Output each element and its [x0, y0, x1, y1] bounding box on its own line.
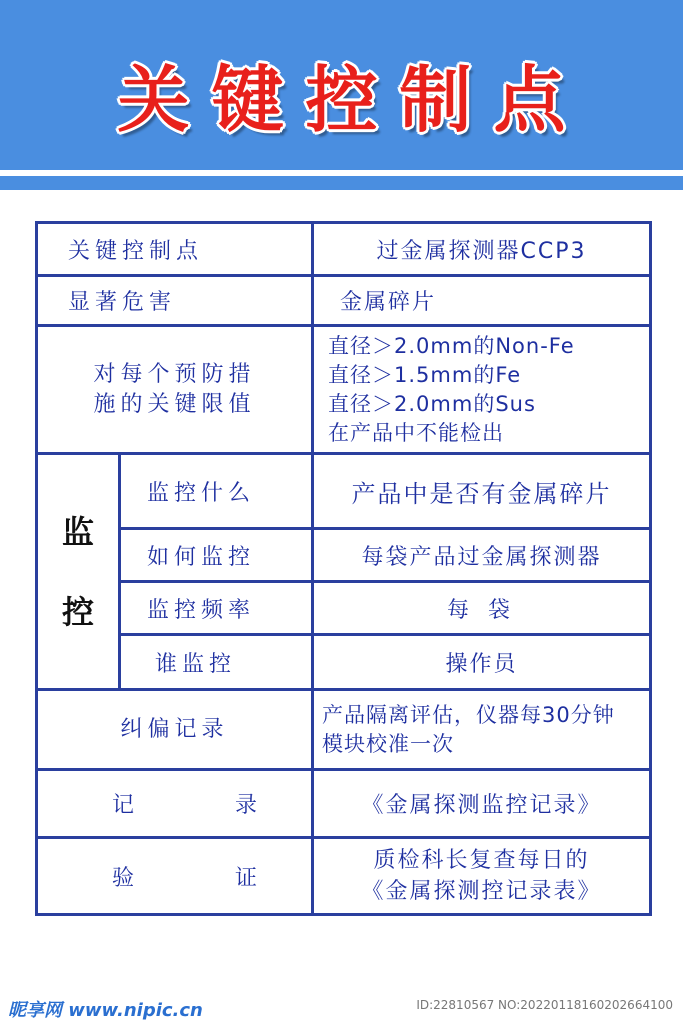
critical-limit-line: 直径＞2.0mm的Non-Fe [328, 333, 575, 358]
watermark-id: ID:22810567 NO:20220118160202664100 [416, 998, 673, 1012]
monitor-group-char: 控 [61, 592, 94, 631]
table-row [37, 454, 651, 529]
verify-line: 质检科长复查每日的 [373, 848, 590, 873]
monitor-who-label: 谁监控 [120, 635, 313, 690]
ccp-table [35, 221, 649, 913]
monitor-who-value: 操作员 [313, 635, 651, 690]
hazard-label: 显著危害 [37, 276, 313, 326]
ccp-label: 关键控制点 [37, 223, 313, 276]
table-row [37, 838, 651, 915]
table-row [37, 635, 651, 690]
table-row [37, 690, 651, 770]
table-row [37, 770, 651, 838]
verify-value [313, 838, 651, 915]
critical-limit-label [37, 326, 313, 454]
critical-limit-line: 直径＞2.0mm的Sus [328, 391, 536, 416]
critical-limit-line: 直径＞1.5mm的Fe [328, 362, 522, 387]
hazard-value: 金属碎片 [313, 276, 651, 326]
monitor-how-value: 每袋产品过金属探测器 [313, 529, 651, 582]
table-row [37, 223, 651, 276]
critical-limit-value [313, 326, 651, 454]
monitor-how-label: 如何监控 [120, 529, 313, 582]
record-label [37, 770, 313, 838]
monitor-freq-label: 监控频率 [120, 582, 313, 635]
corrective-line: 模块校准一次 [322, 731, 455, 756]
monitor-group-label [37, 454, 120, 690]
table-row [37, 529, 651, 582]
critical-limit-line: 在产品中不能检出 [328, 420, 505, 445]
verify-label [37, 838, 313, 915]
header-underline [0, 176, 683, 190]
table-row [37, 276, 651, 326]
monitor-freq-value: 每 袋 [313, 582, 651, 635]
watermark-site: 昵享网 www.nipic.cn [8, 1000, 203, 1021]
record-value: 《金属探测监控记录》 [313, 770, 651, 838]
record-label-char: 记 [112, 793, 135, 818]
verify-line: 《金属探测控记录表》 [361, 879, 602, 904]
critical-limit-label-line: 施的关键限值 [93, 391, 256, 417]
corrective-value [313, 690, 651, 770]
monitor-group-char: 监 [61, 512, 94, 551]
critical-limit-label-line: 对每个预防措 [93, 361, 256, 387]
verify-label-char: 验 [112, 865, 135, 891]
corrective-label: 纠偏记录 [37, 690, 313, 770]
verify-label-char: 证 [235, 865, 258, 891]
record-label-char: 录 [235, 793, 258, 818]
page-title: 关键控制点 [117, 58, 588, 142]
table-row [37, 582, 651, 635]
corrective-line: 产品隔离评估，仪器每30分钟 [322, 702, 615, 727]
monitor-what-value: 产品中是否有金属碎片 [313, 454, 651, 529]
table-row [37, 326, 651, 454]
ccp-value: 过金属探测器CCP3 [313, 223, 651, 276]
monitor-what-label: 监控什么 [120, 454, 313, 529]
